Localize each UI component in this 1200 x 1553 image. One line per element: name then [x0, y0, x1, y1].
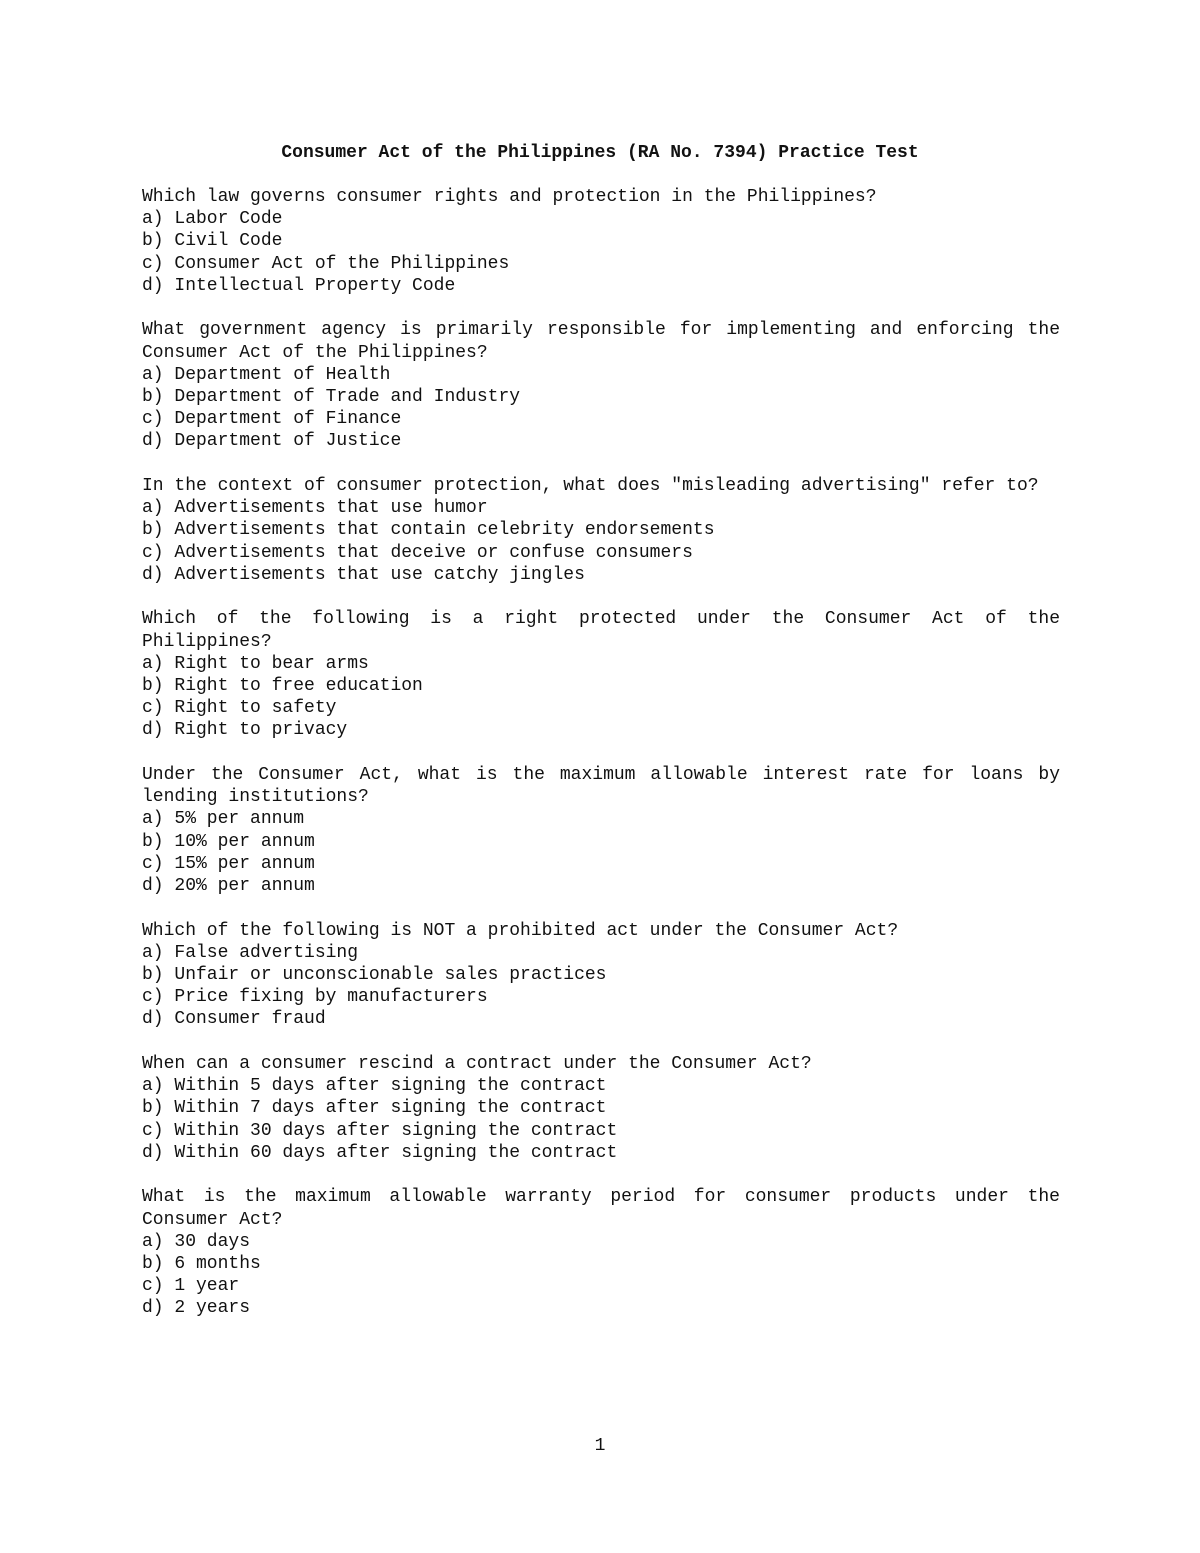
question-text: Under the Consumer Act, what is the maximum allowable interest rate for loans by lending institutions?: [142, 765, 1060, 808]
answer-option: c) Right to safety: [142, 698, 337, 719]
answer-option: b) Civil Code: [142, 231, 283, 252]
answer-option: a) 5% per annum: [142, 809, 305, 830]
question-text: What government agency is primarily responsible for implementing and enforcing the Consumer Act of the Philippines?: [142, 320, 1060, 363]
question-text: When can a consumer rescind a contract under the Consumer Act?: [142, 1054, 812, 1075]
answer-option: b) Right to free education: [142, 676, 423, 697]
answer-option: c) Within 30 days after signing the contract: [142, 1120, 618, 1141]
question-text: Which of the following is NOT a prohibited act under the Consumer Act?: [142, 920, 899, 941]
answer-option: d) Department of Justice: [142, 431, 402, 452]
answer-option: d) Advertisements that use catchy jingles: [142, 564, 585, 585]
page-number: 1: [594, 1436, 606, 1456]
answer-option: d) 2 years: [142, 1298, 251, 1319]
answer-option: d) Intellectual Property Code: [142, 275, 456, 296]
question-list: [142, 186, 1060, 1342]
answer-option: a) 30 days: [142, 1231, 251, 1252]
answer-option: a) Within 5 days after signing the contract: [142, 1076, 607, 1097]
question-item: [142, 1053, 1060, 1164]
answer-option: d) Right to privacy: [142, 720, 348, 741]
answer-option: b) 6 months: [142, 1254, 261, 1275]
answer-option: a) Department of Health: [142, 364, 391, 385]
question-text: Which law governs consumer rights and protection in the Philippines?: [142, 187, 877, 207]
answer-option: c) Department of Finance: [142, 409, 402, 430]
question-item: [142, 319, 1060, 452]
question-item: [142, 186, 1060, 297]
answer-option: c) Advertisements that deceive or confuse consumers: [142, 542, 693, 563]
answer-option: c) 15% per annum: [142, 853, 315, 874]
answer-option: b) Within 7 days after signing the contract: [142, 1098, 607, 1119]
question-item: [142, 920, 1060, 1031]
document-title: Consumer Act of the Philippines (RA No. 7394) Practice Test: [281, 143, 919, 163]
answer-option: c) 1 year: [142, 1276, 240, 1297]
question-text: In the context of consumer protection, what does "misleading advertising" refer to?: [142, 476, 1039, 497]
answer-option: b) Unfair or unconscionable sales practices: [142, 965, 607, 986]
question-text: What is the maximum allowable warranty period for consumer products under the Consumer Act?: [142, 1187, 1060, 1230]
answer-option: b) Advertisements that contain celebrity endorsements: [142, 520, 715, 541]
answer-option: d) Within 60 days after signing the contract: [142, 1142, 618, 1163]
answer-option: d) Consumer fraud: [142, 1009, 326, 1030]
answer-option: c) Price fixing by manufacturers: [142, 987, 488, 1008]
answer-option: c) Consumer Act of the Philippines: [142, 253, 510, 274]
question-item: [142, 475, 1060, 586]
answer-option: a) Labor Code: [142, 209, 283, 230]
answer-option: a) Advertisements that use humor: [142, 498, 488, 519]
question-item: [142, 764, 1060, 897]
question-text: Which of the following is a right protected under the Consumer Act of the Philippines?: [142, 609, 1060, 652]
answer-option: b) 10% per annum: [142, 831, 315, 852]
question-item: [142, 608, 1060, 741]
question-item: [142, 1186, 1060, 1319]
answer-option: a) False advertising: [142, 942, 359, 963]
answer-option: b) Department of Trade and Industry: [142, 387, 521, 408]
answer-option: a) Right to bear arms: [142, 653, 369, 674]
answer-option: d) 20% per annum: [142, 876, 315, 897]
